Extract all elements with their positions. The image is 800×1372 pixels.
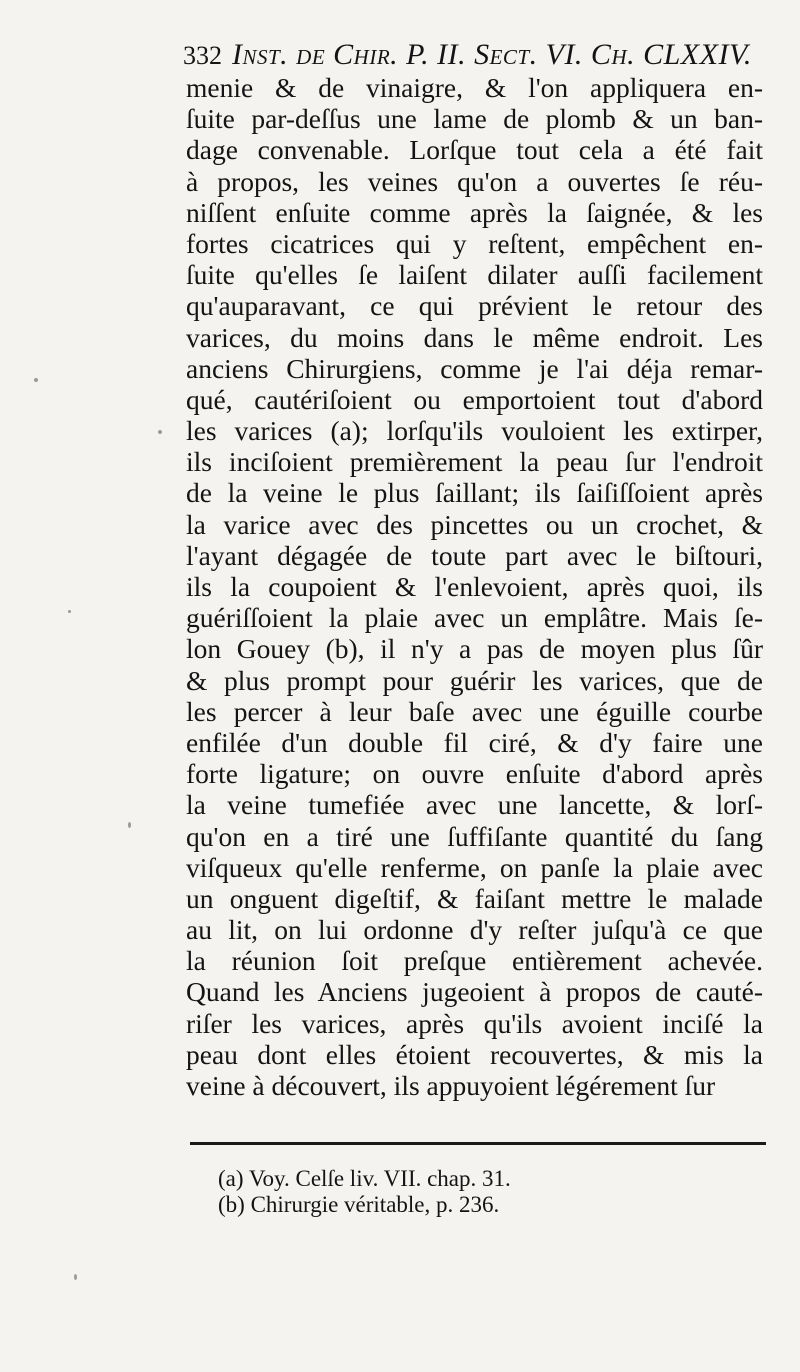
text-line: & plus prompt pour guérir les varices, que de	[186, 664, 763, 696]
text-line: peau dont elles étoient recouvertes, & mis la	[186, 1038, 763, 1070]
text-line: qu'auparavant, ce qui prévient le retour des	[186, 290, 763, 322]
text-line: ſuite par-deſſus une lame de plomb & un ban-	[186, 103, 763, 135]
text-line: ils la coupoient & l'enlevoient, après quoi, ils	[186, 571, 763, 602]
paper-speck	[34, 378, 38, 382]
text-line: ils inciſoient premièrement la peau ſur l'endroit	[186, 446, 763, 478]
text-line: guériſſoient la plaie avec un emplâtre. Mais ſe-	[186, 602, 763, 634]
text-line: dage convenable. Lorſque tout cela a été fait	[186, 134, 763, 166]
text-line: Quand les Anciens jugeoient à propos de cauté-	[186, 976, 763, 1008]
text-line: de la veine le plus ſaillant; ils ſaiſiſſoient après	[186, 477, 763, 509]
footnote-a: (a) Voy. Celſe liv. VII. chap. 31.	[218, 1166, 511, 1191]
text-line: à propos, les veines qu'on a ouvertes ſe réu-	[186, 165, 763, 197]
text-line: veine à découvert, ils appuyoient légérement ſur	[186, 1070, 716, 1101]
paper-speck	[128, 822, 131, 828]
text-line: enfilée d'un double fil ciré, & d'y faire une	[186, 726, 763, 758]
paper-speck	[74, 1274, 77, 1280]
text-line: qué, cautériſoient ou emportoient tout d'abord	[186, 383, 763, 415]
paper-speck	[68, 610, 71, 613]
text-line: menie & de vinaigre, & l'on appliquera en-	[186, 72, 763, 103]
running-title: Inst. de Chir. P. II. Sect. VI. Ch. CLXXIV.	[232, 38, 752, 71]
text-line: forte ligature; on ouvre enſuite d'abord après	[186, 758, 763, 790]
paper-speck	[158, 430, 162, 434]
text-line: qu'on en a tiré une ſuffiſante quantité du ſang	[186, 820, 763, 852]
footnotes	[218, 1166, 718, 1218]
text-line: niſſent enſuite comme après la ſaignée, & les	[186, 196, 763, 228]
text-line: varices, du moins dans le même endroit. Les	[186, 321, 763, 353]
text-line: les percer à leur baſe avec une éguille courbe	[186, 695, 763, 727]
text-line: lon Gouey (b), il n'y a pas de moyen plus ſûr	[186, 633, 763, 665]
text-line: un onguent digeſtif, & faiſant mettre le malade	[186, 882, 763, 914]
text-line: au lit, on lui ordonne d'y reſter juſqu'à ce que	[186, 914, 763, 946]
text-line: la réunion ſoit preſque entièrement achevée.	[186, 945, 763, 977]
footnote-rule	[190, 1142, 766, 1145]
text-line: la varice avec des pincettes ou un crochet, &	[186, 508, 763, 540]
body-text	[186, 72, 763, 1101]
text-line: fortes cicatrices qui y reſtent, empêchent en-	[186, 227, 763, 259]
text-line: la veine tumefiée avec une lancette, & lorſ-	[186, 789, 763, 821]
text-line: riſer les varices, après qu'ils avoient inciſé la	[186, 1007, 763, 1039]
page-number: 332	[183, 41, 222, 70]
text-line: ſuite qu'elles ſe laiſent dilater auſſi facilement	[186, 259, 763, 291]
text-line: l'ayant dégagée de toute part avec le biſtouri,	[186, 539, 763, 571]
text-line: viſqueux qu'elle renferme, on panſe la plaie avec	[186, 851, 763, 883]
text-line: anciens Chirurgiens, comme je l'ai déja remar-	[186, 352, 763, 384]
footnote-b: (b) Chirurgie véritable, p. 236.	[218, 1192, 500, 1217]
text-line: les varices (a); lorſqu'ils vouloient les extirper,	[186, 415, 763, 447]
